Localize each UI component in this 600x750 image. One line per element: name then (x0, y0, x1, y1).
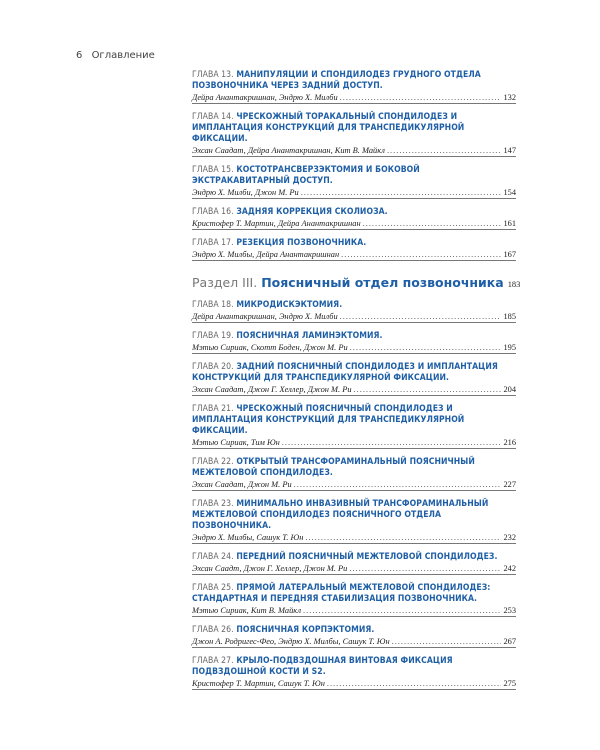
section-label: Раздел III. (192, 275, 258, 290)
chapter-label: ГЛАВА 13. (192, 70, 234, 80)
chapter-title: МАНИПУЛЯЦИИ И СПОНДИЛОДЕЗ ГРУДНОГО ОТДЕЛА ПОЗВОНОЧНИКА ЧЕРЕЗ ЗАДНИЙ ДОСТУП. (192, 70, 481, 91)
chapter-label: ГЛАВА 14. (192, 112, 234, 122)
dot-leader (341, 249, 501, 260)
chapter-title: ПОЯСНИЧНАЯ ЛАМИНЭКТОМИЯ. (236, 331, 383, 341)
chapter-authors: Эхсан Саадат, Джон Г. Хеллер, Джон М. Ри (192, 385, 352, 394)
chapter-page-number: 204 (503, 385, 516, 394)
chapter-authors: Эхсан Саадат, Джон М. Ри (192, 480, 292, 489)
chapter-title: ПРЯМОЙ ЛАТЕРАЛЬНЫЙ МЕЖТЕЛОВОЙ СПОНДИЛОДЕЗ: СТАНДАРТНАЯ И ПЕРЕДНЯЯ СТАБИЛИЗАЦИЯ ПОЗВОНОЧНИКА. (192, 583, 491, 604)
chapter-title: ОТКРЫТЫЙ ТРАНСФОРАМИНАЛЬНЫЙ ПОЯСНИЧНЫЙ МЕЖТЕЛОВОЙ СПОНДИЛОДЕЗ. (192, 457, 475, 478)
chapter-authors: Джон А. Родригес-Фео, Эндрю Х. Милбы, Сашук Т. Юн (192, 637, 390, 646)
chapter-page-number: 154 (503, 188, 516, 197)
chapter-byline (192, 532, 516, 544)
chapter-heading (192, 499, 516, 532)
chapter-page-number: 195 (503, 343, 516, 352)
chapter-title: ЗАДНЯЯ КОРРЕКЦИЯ СКОЛИОЗА. (236, 207, 388, 217)
chapter-heading (192, 331, 516, 342)
chapter-title: ПОЯСНИЧНАЯ КОРПЭКТОМИЯ. (236, 625, 375, 635)
chapter-page-number: 216 (503, 438, 516, 447)
chapter-authors: Мэтью Сириак, Кит В. Майкл (192, 606, 302, 615)
chapter-label: ГЛАВА 16. (192, 207, 234, 217)
toc-entry[interactable] (192, 300, 516, 323)
toc-entry[interactable] (192, 457, 516, 491)
header-page-number: 6 (76, 50, 83, 61)
toc-entry[interactable] (192, 207, 516, 230)
toc-entry[interactable] (192, 331, 516, 354)
chapter-label: ГЛАВА 18. (192, 300, 234, 310)
chapter-byline (192, 437, 516, 449)
chapter-heading (192, 300, 516, 311)
chapter-label: ГЛАВА 15. (192, 165, 234, 175)
chapter-byline (192, 563, 516, 575)
chapter-title: ЧРЕСКОЖНЫЙ ТОРАКАЛЬНЫЙ СПОНДИЛОДЕЗ И ИМПЛАНТАЦИЯ КОНСТРУКЦИЙ ДЛЯ ТРАНСПЕДИКУЛЯРНОЙ ФИКСАЦИИ. (192, 112, 465, 144)
chapter-label: ГЛАВА 25. (192, 583, 234, 593)
chapter-page-number: 232 (503, 533, 516, 542)
section-page-number: 183 (507, 280, 521, 289)
chapter-label: ГЛАВА 17. (192, 238, 234, 248)
toc-entry[interactable] (192, 404, 516, 449)
entries-after-section (192, 300, 516, 690)
chapter-page-number: 185 (503, 312, 516, 321)
chapter-heading (192, 238, 516, 249)
toc-entry[interactable] (192, 112, 516, 157)
chapter-page-number: 267 (503, 637, 516, 646)
chapter-byline (192, 249, 516, 261)
dot-leader (392, 636, 502, 647)
chapter-heading (192, 457, 516, 479)
chapter-page-number: 242 (503, 564, 516, 573)
header-title: Оглавление (91, 50, 155, 61)
toc-entry[interactable] (192, 625, 516, 648)
chapter-authors: Эндрю Х. Милбы, Дейра Анантакришнан (192, 250, 340, 259)
chapter-byline (192, 636, 516, 648)
dot-leader (327, 678, 502, 689)
chapter-authors: Кристофер Т. Мартин, Дейра Анантакришнан (192, 219, 361, 228)
chapter-heading (192, 207, 516, 218)
chapter-heading (192, 70, 516, 92)
chapter-heading (192, 583, 516, 605)
chapter-page-number: 167 (503, 250, 516, 259)
dot-leader (350, 342, 502, 353)
chapter-label: ГЛАВА 19. (192, 331, 234, 341)
chapter-title: МИКРОДИСКЭКТОМИЯ. (236, 300, 343, 310)
chapter-authors: Эхсан Саадат, Дейра Анантакришнан, Кит В. Майкл (192, 146, 385, 155)
chapter-heading (192, 404, 516, 437)
chapter-heading (192, 165, 516, 187)
chapter-label: ГЛАВА 23. (192, 499, 234, 509)
toc-entry[interactable] (192, 552, 516, 575)
chapter-byline (192, 384, 516, 396)
chapter-label: ГЛАВА 20. (192, 362, 234, 372)
chapter-byline (192, 479, 516, 491)
chapter-heading (192, 552, 516, 563)
dot-leader (387, 145, 502, 156)
chapter-label: ГЛАВА 21. (192, 404, 234, 414)
dot-leader (340, 92, 502, 103)
toc-entry[interactable] (192, 583, 516, 617)
chapter-page-number: 227 (503, 480, 516, 489)
chapter-page-number: 132 (503, 93, 516, 102)
chapter-page-number: 275 (503, 679, 516, 688)
chapter-title: ЧРЕСКОЖНЫЙ ПОЯСНИЧНЫЙ СПОНДИЛОДЕЗ И ИМПЛАНТАЦИЯ КОНСТРУКЦИЙ ДЛЯ ТРАНСПЕДИКУЛЯРНОЙ ФИКСАЦИИ. (192, 404, 465, 436)
chapter-byline (192, 92, 516, 104)
chapter-byline (192, 678, 516, 690)
toc-entry[interactable] (192, 165, 516, 199)
dot-leader (305, 532, 501, 543)
chapter-byline (192, 605, 516, 617)
chapter-title: ПЕРЕДНИЙ ПОЯСНИЧНЫЙ МЕЖТЕЛОВОЙ СПОНДИЛОДЕЗ. (236, 552, 498, 562)
dot-leader (301, 187, 502, 198)
chapter-label: ГЛАВА 22. (192, 457, 234, 467)
chapter-authors: Дейра Анантакришнан, Эндрю Х. Милби (192, 312, 338, 321)
chapter-title: МИНИМАЛЬНО ИНВАЗИВНЫЙ ТРАНСФОРАМИНАЛЬНЫЙ МЕЖТЕЛОВОЙ СПОНДИЛОДЕЗ ПОЯСНИЧНОГО ОТДЕЛА ПОЗВОНОЧНИКА. (192, 499, 489, 531)
chapter-heading (192, 362, 516, 384)
chapter-heading (192, 625, 516, 636)
chapter-byline (192, 342, 516, 354)
chapter-byline (192, 187, 516, 199)
toc-entry[interactable] (192, 362, 516, 396)
chapter-title: КОСТОТРАНСВЕРЗЭКТОМИЯ И БОКОВОЙ ЭКСТРАКАВИТАРНЫЙ ДОСТУП. (192, 165, 420, 186)
chapter-byline (192, 218, 516, 230)
chapter-label: ГЛАВА 27. (192, 656, 234, 666)
chapter-heading (192, 112, 516, 145)
chapter-authors: Мэтью Сириак, Скотт Боден, Джон М. Ри (192, 343, 348, 352)
toc-entry[interactable] (192, 656, 516, 690)
dot-leader (294, 479, 502, 490)
section-title: Поясничный отдел позвоночника (261, 275, 504, 290)
running-header (76, 50, 155, 61)
table-of-contents (192, 70, 521, 698)
toc-entry[interactable] (192, 70, 516, 104)
chapter-authors: Мэтью Сириак, Тим Юн (192, 438, 280, 447)
chapter-byline (192, 145, 516, 157)
chapter-label: ГЛАВА 24. (192, 552, 234, 562)
chapter-label: ГЛАВА 26. (192, 625, 234, 635)
chapter-authors: Эндрю Х. Милби, Джон М. Ри (192, 188, 299, 197)
section-heading[interactable] (192, 275, 521, 290)
chapter-authors: Кристофер Т. Мартин, Сашук Т. Юн (192, 679, 325, 688)
dot-leader (363, 218, 502, 229)
chapter-title: КРЫЛО-ПОДВЗДОШНАЯ ВИНТОВАЯ ФИКСАЦИЯ ПОДВЗДОШНОЙ КОСТИ И S2. (192, 656, 453, 677)
chapter-page-number: 253 (503, 606, 516, 615)
chapter-title: ЗАДНИЙ ПОЯСНИЧНЫЙ СПОНДИЛОДЕЗ И ИМПЛАНТАЦИЯ КОНСТРУКЦИЙ ДЛЯ ТРАНСПЕДИКУЛЯРНОЙ ФИКСАЦИИ. (192, 362, 498, 383)
chapter-authors: Дейра Анантакришнан, Эндрю Х. Милби (192, 93, 338, 102)
entries-before-section (192, 70, 516, 261)
chapter-page-number: 161 (503, 219, 516, 228)
chapter-byline (192, 311, 516, 323)
dot-leader (340, 311, 502, 322)
chapter-authors: Эндрю Х. Милбы, Сашук Т. Юн (192, 533, 304, 542)
dot-leader (303, 605, 501, 616)
toc-entry[interactable] (192, 499, 516, 544)
chapter-heading (192, 656, 516, 678)
chapter-page-number: 147 (503, 146, 516, 155)
dot-leader (354, 384, 502, 395)
dot-leader (349, 563, 501, 574)
dot-leader (282, 437, 502, 448)
chapter-authors: Эхсан Саадт, Джон Г. Хеллер, Джон М. Ри (192, 564, 348, 573)
toc-entry[interactable] (192, 238, 516, 261)
chapter-title: РЕЗЕКЦИЯ ПОЗВОНОЧНИКА. (236, 238, 367, 248)
